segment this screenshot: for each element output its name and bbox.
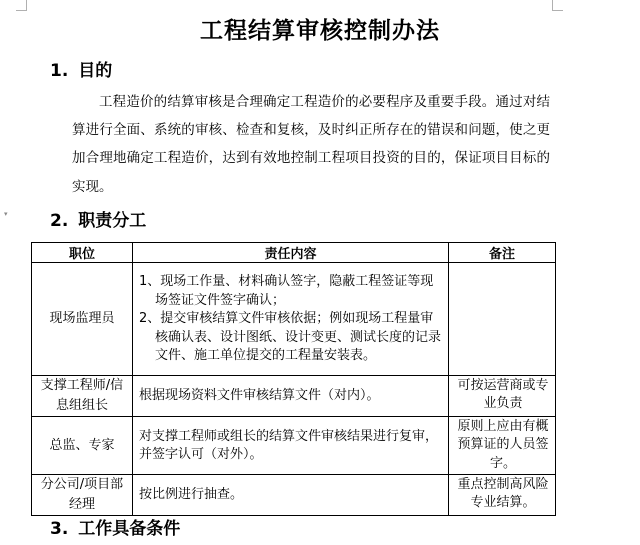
purpose-paragraph: 工程造价的结算审核是合理确定工程造价的必要程序及重要手段。通过对结算进行全面、系统的审核、检查和复核，及时纠正所存在的错误和问题，使之更加合理地确定工程造价，达到有效地控制工程项目投资的目的，保证项目目标的实现。 [72, 94, 550, 195]
section-heading-duties [50, 206, 146, 231]
section-title: 工作具备条件 [78, 519, 181, 539]
header-note: 备注 [449, 243, 556, 263]
table-row [32, 475, 556, 516]
cell-role: 分公司/项目部经理 [32, 475, 133, 516]
table-row [32, 263, 556, 376]
duty-table [31, 242, 556, 516]
cell-note: 可按运营商或专业负责 [449, 376, 556, 417]
cell-role: 现场监理员 [32, 263, 133, 376]
cell-responsibility: 根据现场资料文件审核结算文件（对内）。 [133, 376, 449, 417]
header-role: 职位 [32, 243, 133, 263]
page-corner-mark-left [16, 0, 27, 11]
section-title: 目的 [78, 61, 113, 81]
cell-responsibility: 按比例进行抽查。 [133, 475, 449, 516]
collapse-marker-icon[interactable]: ▾ [4, 210, 8, 218]
cell-note: 原则上应由有概预算证的人员签字。 [449, 417, 556, 475]
cell-role: 总监、专家 [32, 417, 133, 475]
cell-role: 支撑工程师/信息组组长 [32, 376, 133, 417]
section-number: 2. [50, 211, 69, 231]
cell-note: 重点控制高风险专业结算。 [449, 475, 556, 516]
document-title: 工程结算审核控制办法 [200, 18, 440, 44]
table-header-row [32, 243, 556, 263]
page-corner-mark-right [552, 0, 563, 11]
section-title: 职责分工 [78, 211, 147, 231]
table-row [32, 417, 556, 475]
section-number: 3. [50, 519, 69, 539]
section-number: 1. [50, 61, 69, 81]
list-item: 2、提交审核结算文件审核依据；例如现场工程量审核确认表、设计图纸、设计变更、测试长度的记录文件、施工单位提交的工程量安装表。 [139, 311, 442, 364]
section-heading-conditions [50, 514, 180, 539]
list-item: 1、现场工作量、材料确认签字，隐蔽工程签证等现场签证文件签字确认； [139, 274, 434, 308]
cell-responsibility [133, 263, 449, 376]
section-heading-purpose [50, 56, 112, 81]
cell-responsibility: 对支撑工程师或组长的结算文件审核结果进行复审，并签字认可（对外）。 [133, 417, 449, 475]
header-responsibility: 责任内容 [133, 243, 449, 263]
cell-note [449, 263, 556, 376]
table-row [32, 376, 556, 417]
